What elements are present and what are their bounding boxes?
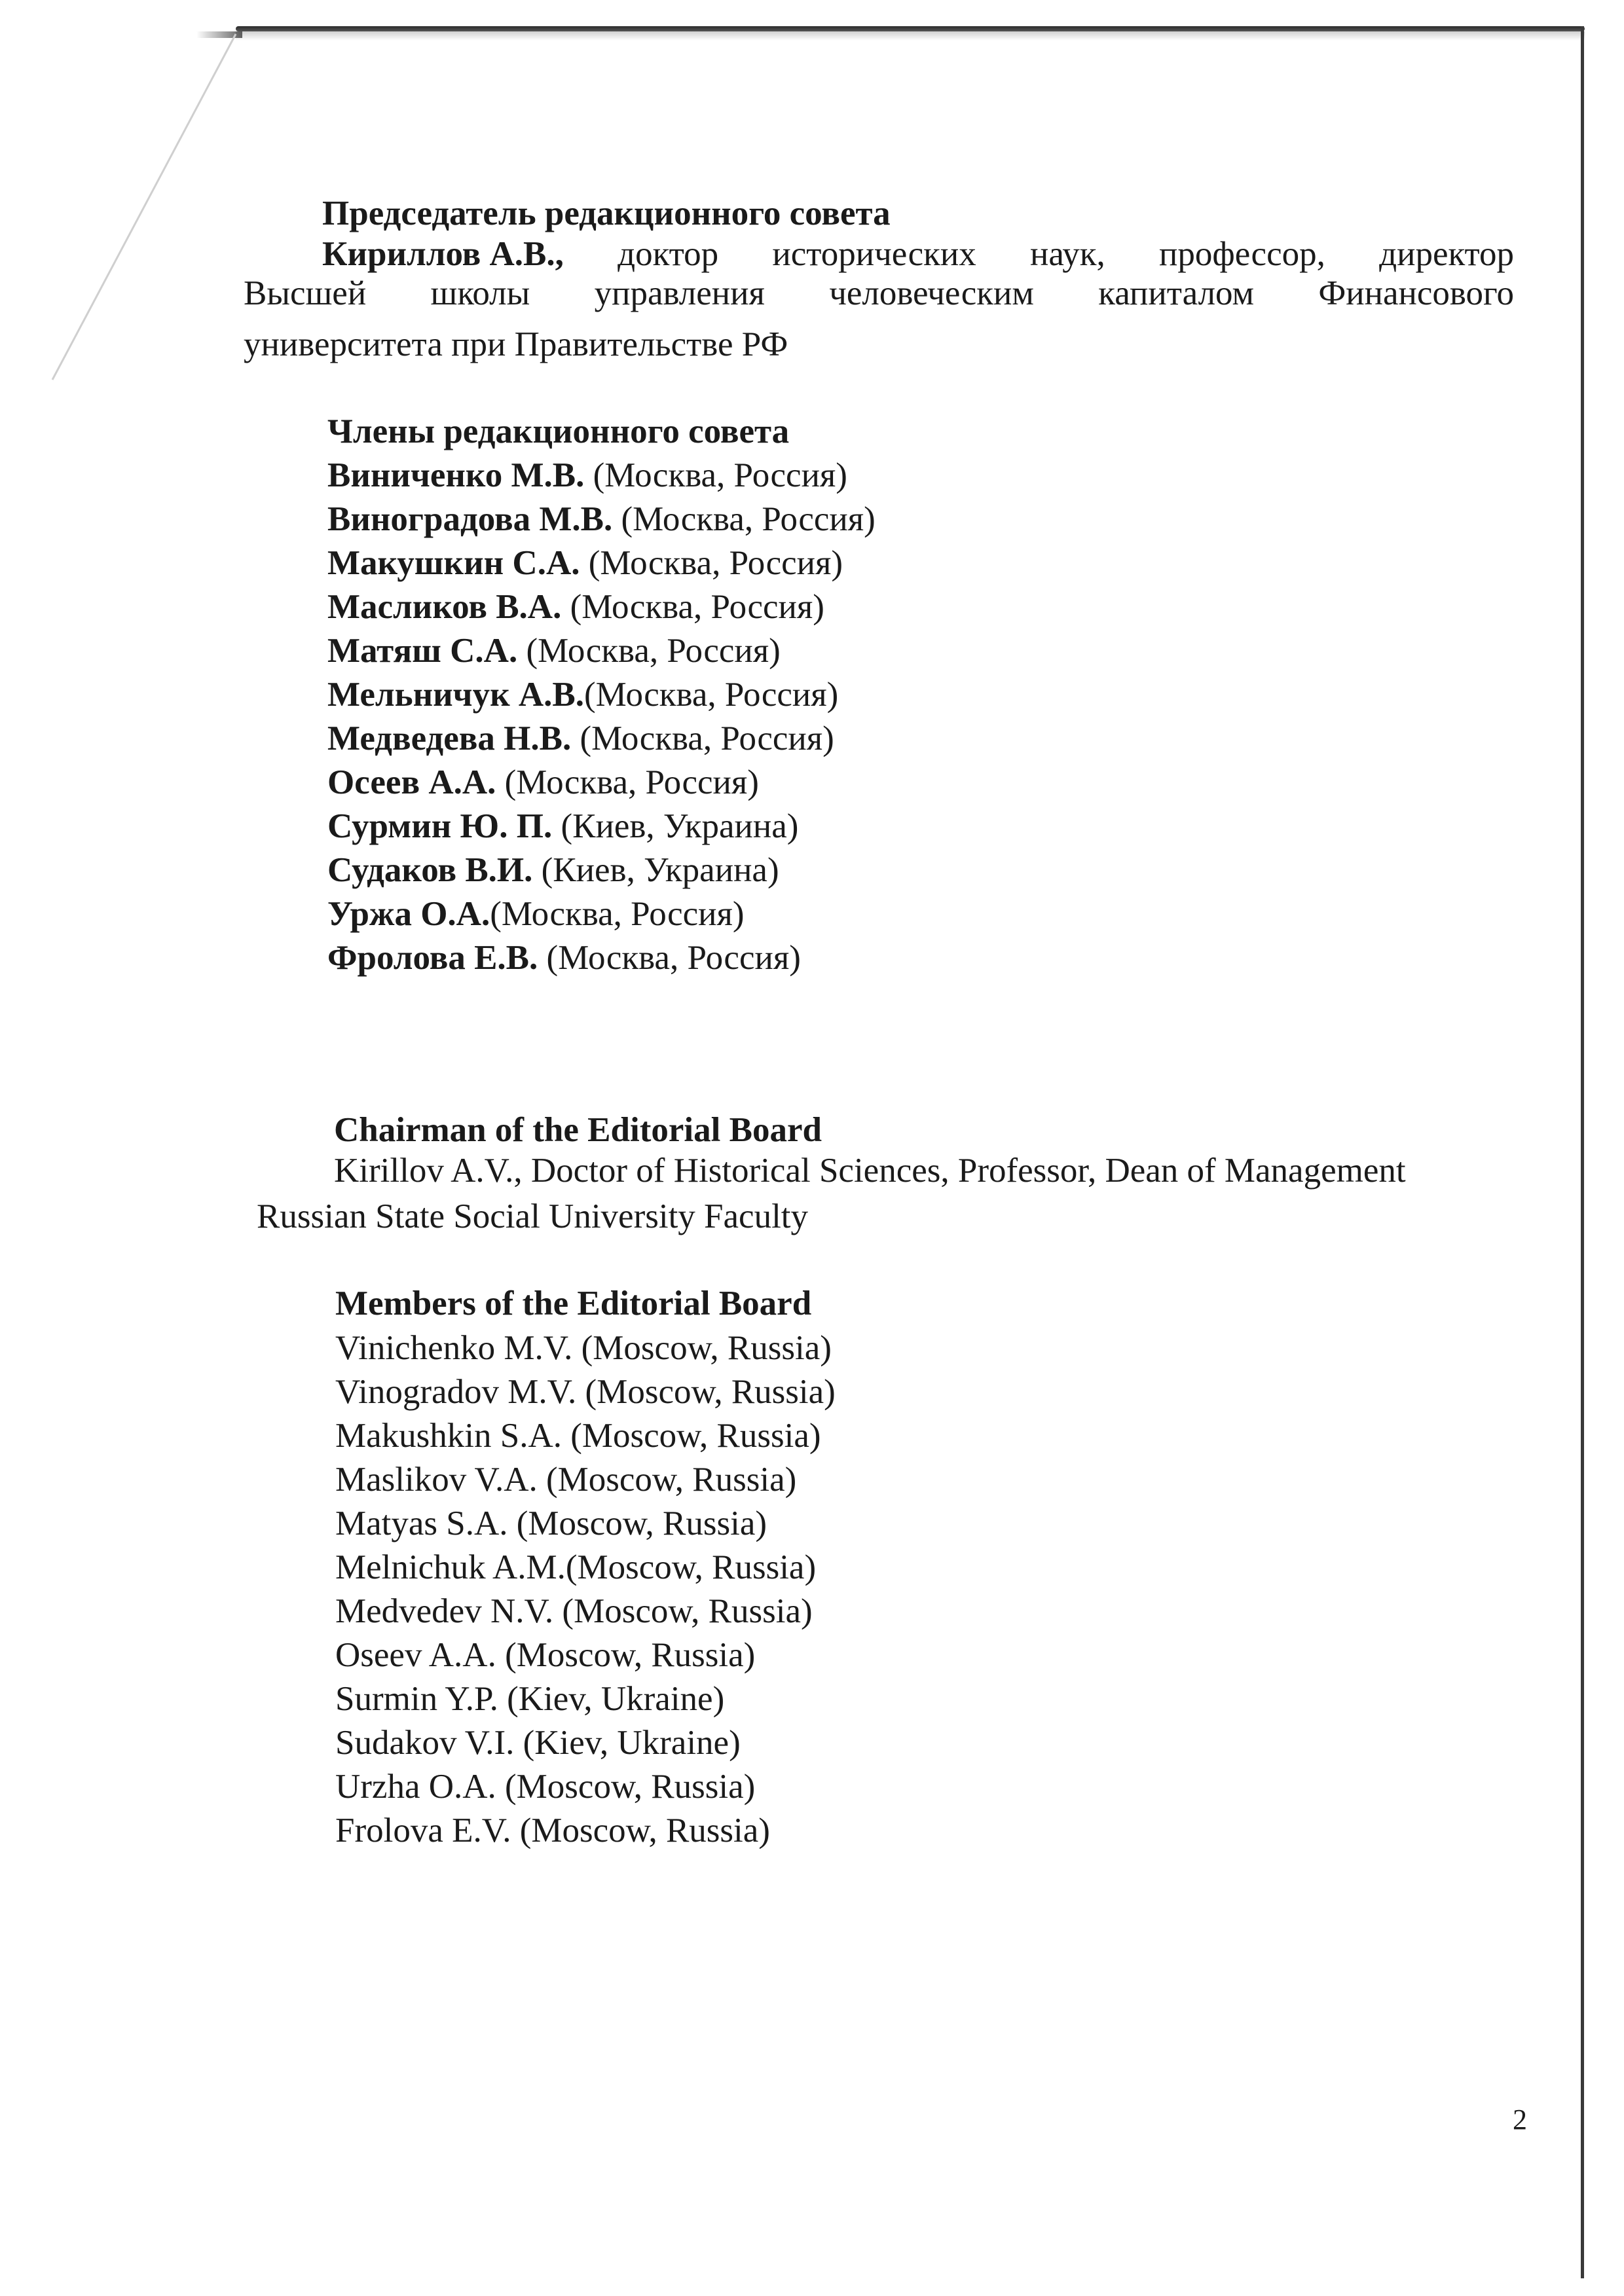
ru-chairman-name: Кириллов А.В., xyxy=(322,235,564,273)
en-chairman-line-1: Kirillov A.V., Doctor of Historical Sciences, Professor, Dean of Management xyxy=(334,1152,1406,1190)
en-member-item: Medvedev N.V. (Moscow, Russia) xyxy=(335,1592,813,1630)
en-member-item: Vinichenko M.V. (Moscow, Russia) xyxy=(335,1329,832,1367)
ru-member-item: Мельничук А.В.(Москва, Россия) xyxy=(327,676,839,714)
ru-member-item: Матяш С.А. (Москва, Россия) xyxy=(327,632,781,670)
ru-chairman-word: Финансового xyxy=(1318,274,1514,312)
en-member-item: Oseev A.A. (Moscow, Russia) xyxy=(335,1636,756,1674)
ru-chairman-word: капиталом xyxy=(1098,274,1255,312)
ru-chairman-line-2 xyxy=(244,276,1514,311)
en-member-item: Sudakov V.I. (Kiev, Ukraine) xyxy=(335,1724,741,1762)
ru-chairman-word: исторических xyxy=(772,235,976,273)
ru-member-item: Виниченко М.В. (Москва, Россия) xyxy=(327,456,847,494)
en-member-item: Melnichuk A.M.(Moscow, Russia) xyxy=(335,1548,817,1586)
ru-member-item: Масликов В.А. (Москва, Россия) xyxy=(327,588,824,626)
ru-chairman-word: доктор xyxy=(618,235,719,273)
ru-chairman-word: профессор, xyxy=(1159,235,1325,273)
ru-chairman-word: человеческим xyxy=(829,274,1034,312)
ru-member-item: Уржа О.А.(Москва, Россия) xyxy=(327,895,745,933)
en-member-item: Vinogradov M.V. (Moscow, Russia) xyxy=(335,1373,836,1411)
ru-chairman-heading: Председатель редакционного совета xyxy=(322,194,891,232)
ru-member-item: Осеев А.А. (Москва, Россия) xyxy=(327,763,759,801)
en-chairman-line-2: Russian State Social University Faculty xyxy=(257,1197,809,1235)
page-number: 2 xyxy=(1513,2104,1527,2136)
en-members-heading: Members of the Editorial Board xyxy=(335,1285,812,1322)
ru-member-item: Медведева Н.В. (Москва, Россия) xyxy=(327,720,834,757)
en-member-item: Surmin Y.P. (Kiev, Ukraine) xyxy=(335,1680,725,1718)
en-member-item: Makushkin S.A. (Moscow, Russia) xyxy=(335,1417,821,1455)
ru-chairman-word: директор xyxy=(1379,235,1514,273)
ru-members-heading: Члены редакционного совета xyxy=(327,412,790,450)
en-member-item: Frolova E.V. (Moscow, Russia) xyxy=(335,1812,770,1850)
en-chairman-heading: Chairman of the Editorial Board xyxy=(334,1111,822,1149)
en-member-item: Maslikov V.A. (Moscow, Russia) xyxy=(335,1461,797,1499)
ru-chairman-word: школы xyxy=(430,274,530,312)
ru-chairman-word: управления xyxy=(594,274,765,312)
ru-member-item: Макушкин С.А. (Москва, Россия) xyxy=(327,544,843,582)
en-member-item: Urzha O.A. (Moscow, Russia) xyxy=(335,1768,756,1806)
en-member-item: Matyas S.A. (Moscow, Russia) xyxy=(335,1504,767,1542)
ru-chairman-line-1 xyxy=(322,237,1514,272)
ru-chairman-word: наук, xyxy=(1030,235,1105,273)
ru-chairman-word: Высшей xyxy=(244,274,367,312)
ru-member-item: Виноградова М.В. (Москва, Россия) xyxy=(327,500,876,538)
ru-member-item: Сурмин Ю. П. (Киев, Украина) xyxy=(327,807,799,845)
ru-member-item: Судаков В.И. (Киев, Украина) xyxy=(327,851,779,889)
ru-member-item: Фролова Е.В. (Москва, Россия) xyxy=(327,939,801,977)
ru-chairman-line-3: университета при Правительстве РФ xyxy=(244,325,788,363)
